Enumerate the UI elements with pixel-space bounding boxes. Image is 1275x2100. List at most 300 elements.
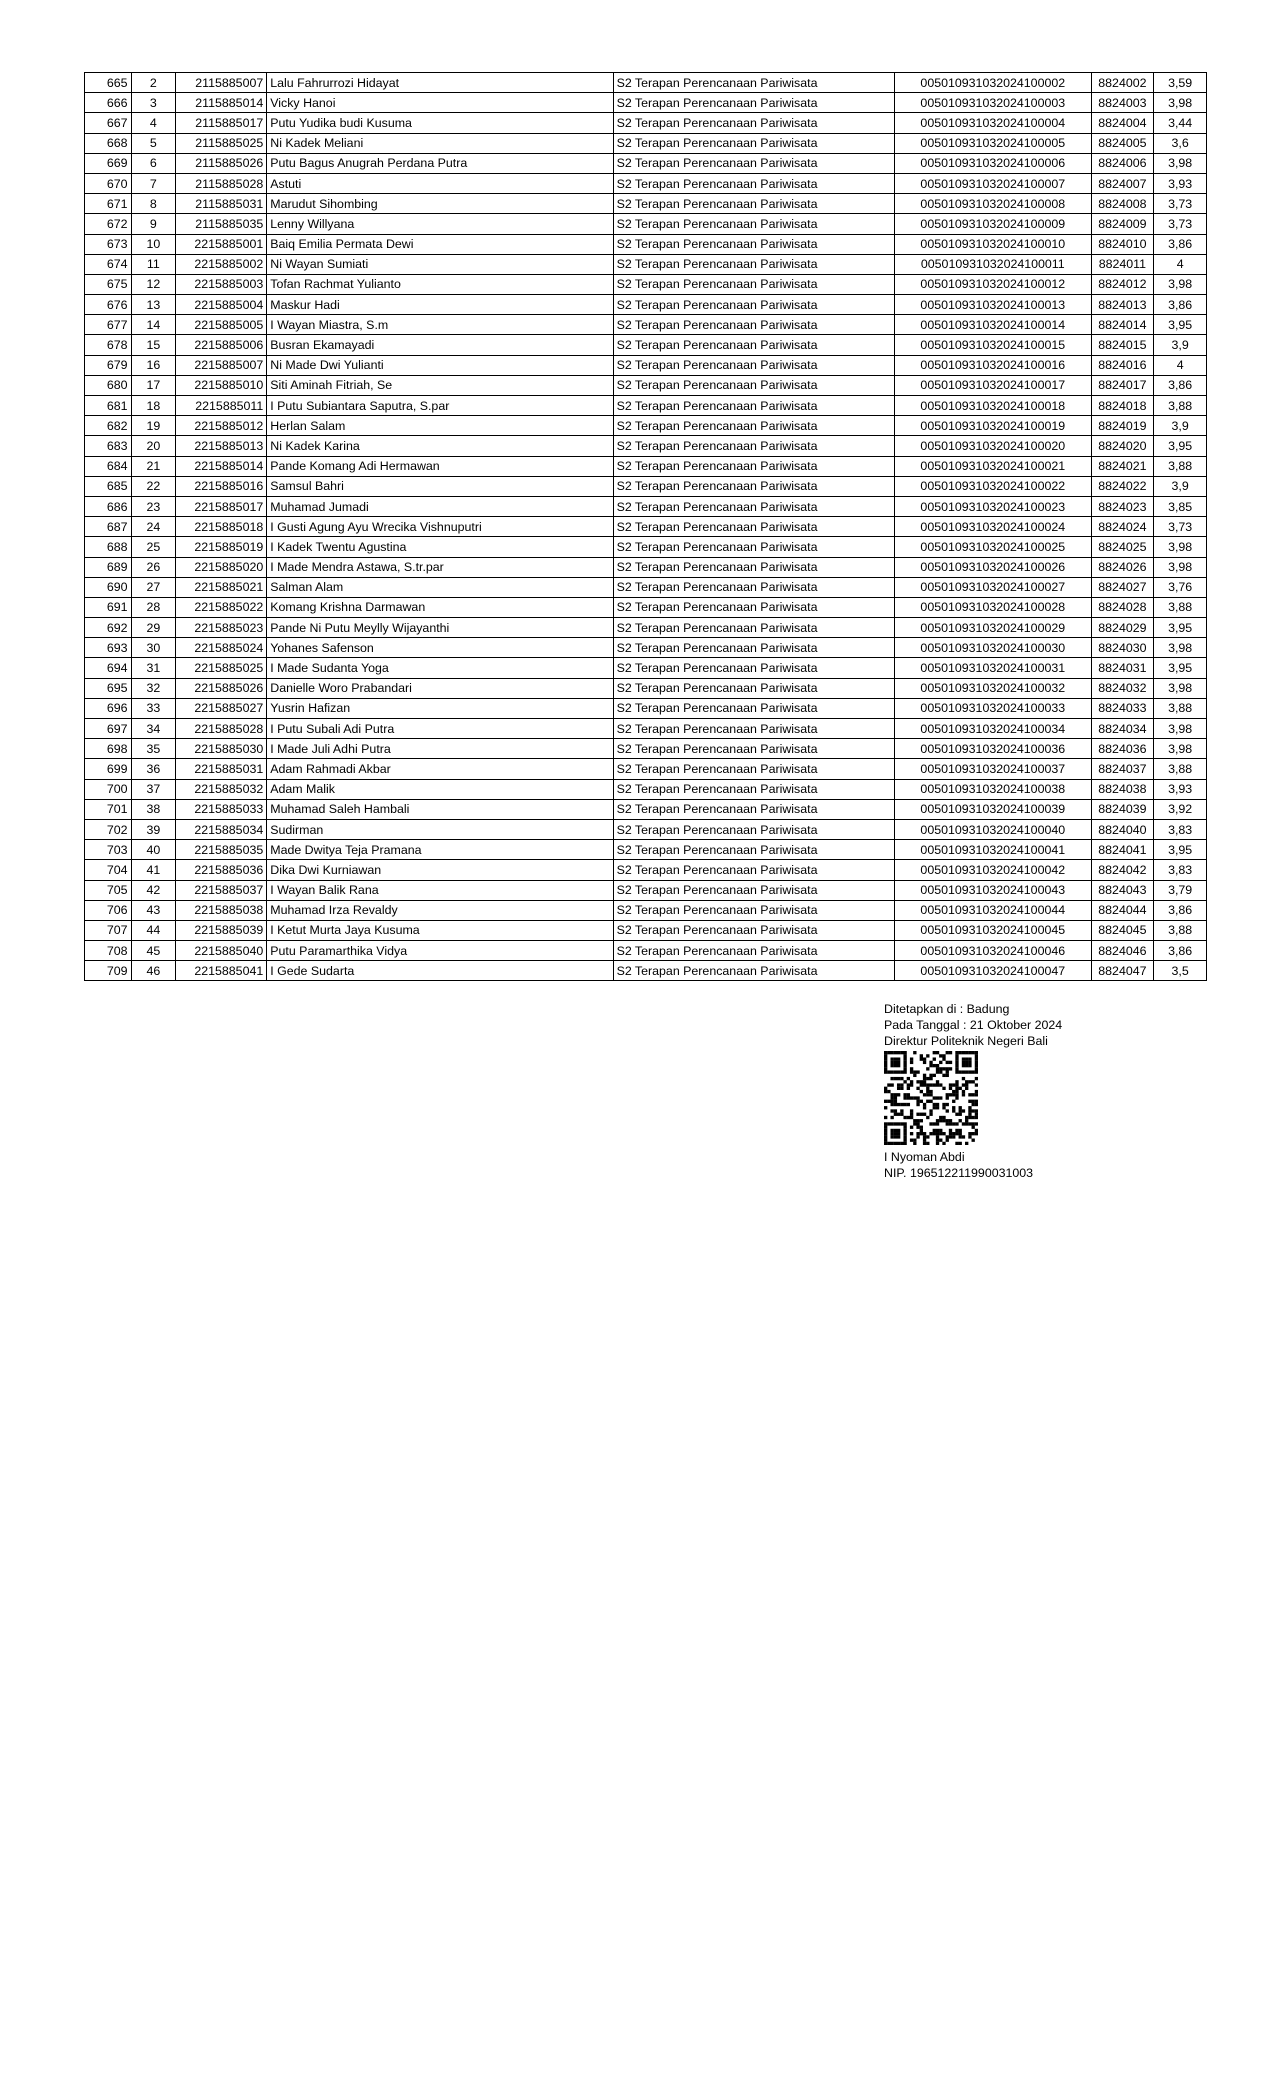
certificate-number-cell: 005010931032024100010 [895, 234, 1091, 254]
gpa-cell: 3,98 [1154, 638, 1207, 658]
transcript-number-cell: 8824016 [1091, 355, 1154, 375]
student-id-cell: 2215885026 [176, 678, 267, 698]
row-number-cell: 704 [85, 860, 132, 880]
gpa-cell: 3,92 [1154, 799, 1207, 819]
study-program-cell: S2 Terapan Perencanaan Pariwisata [613, 920, 895, 940]
transcript-number-cell: 8824028 [1091, 597, 1154, 617]
sequence-number-cell: 13 [131, 295, 176, 315]
study-program-cell: S2 Terapan Perencanaan Pariwisata [613, 436, 895, 456]
row-number-cell: 674 [85, 254, 132, 274]
transcript-number-cell: 8824009 [1091, 214, 1154, 234]
row-number-cell: 684 [85, 456, 132, 476]
row-number-cell: 707 [85, 920, 132, 940]
student-name-cell: Putu Yudika budi Kusuma [267, 113, 613, 133]
table-row [85, 900, 1207, 920]
study-program-cell: S2 Terapan Perencanaan Pariwisata [613, 315, 895, 335]
certificate-number-cell: 005010931032024100039 [895, 799, 1091, 819]
table-row [85, 557, 1207, 577]
student-id-cell: 2215885011 [176, 396, 267, 416]
study-program-cell: S2 Terapan Perencanaan Pariwisata [613, 133, 895, 153]
gpa-cell: 3,86 [1154, 900, 1207, 920]
student-id-cell: 2215885006 [176, 335, 267, 355]
student-name-cell: Baiq Emilia Permata Dewi [267, 234, 613, 254]
gpa-cell: 3,98 [1154, 93, 1207, 113]
table-row [85, 133, 1207, 153]
row-number-cell: 700 [85, 779, 132, 799]
student-id-cell: 2215885016 [176, 476, 267, 496]
table-row [85, 436, 1207, 456]
sequence-number-cell: 38 [131, 799, 176, 819]
table-row [85, 577, 1207, 597]
row-number-cell: 670 [85, 173, 132, 193]
row-number-cell: 703 [85, 840, 132, 860]
transcript-number-cell: 8824007 [1091, 173, 1154, 193]
table-row [85, 638, 1207, 658]
certificate-number-cell: 005010931032024100023 [895, 496, 1091, 516]
study-program-cell: S2 Terapan Perencanaan Pariwisata [613, 860, 895, 880]
study-program-cell: S2 Terapan Perencanaan Pariwisata [613, 93, 895, 113]
study-program-cell: S2 Terapan Perencanaan Pariwisata [613, 194, 895, 214]
transcript-number-cell: 8824031 [1091, 658, 1154, 678]
student-id-cell: 2215885036 [176, 860, 267, 880]
student-name-cell: Samsul Bahri [267, 476, 613, 496]
student-name-cell: Ni Made Dwi Yulianti [267, 355, 613, 375]
student-id-cell: 2215885010 [176, 375, 267, 395]
certificate-number-cell: 005010931032024100040 [895, 819, 1091, 839]
certificate-number-cell: 005010931032024100025 [895, 537, 1091, 557]
transcript-number-cell: 8824040 [1091, 819, 1154, 839]
gpa-cell: 3,9 [1154, 416, 1207, 436]
student-name-cell: Astuti [267, 173, 613, 193]
study-program-cell: S2 Terapan Perencanaan Pariwisata [613, 517, 895, 537]
sequence-number-cell: 7 [131, 173, 176, 193]
gpa-cell: 3,79 [1154, 880, 1207, 900]
transcript-number-cell: 8824019 [1091, 416, 1154, 436]
study-program-cell: S2 Terapan Perencanaan Pariwisata [613, 618, 895, 638]
study-program-cell: S2 Terapan Perencanaan Pariwisata [613, 416, 895, 436]
row-number-cell: 702 [85, 819, 132, 839]
table-row [85, 295, 1207, 315]
gpa-cell: 4 [1154, 254, 1207, 274]
transcript-number-cell: 8824021 [1091, 456, 1154, 476]
gpa-cell: 3,95 [1154, 315, 1207, 335]
certificate-number-cell: 005010931032024100018 [895, 396, 1091, 416]
table-row [85, 779, 1207, 799]
table-row [85, 375, 1207, 395]
row-number-cell: 677 [85, 315, 132, 335]
gpa-cell: 3,88 [1154, 396, 1207, 416]
gpa-cell: 3,93 [1154, 779, 1207, 799]
row-number-cell: 683 [85, 436, 132, 456]
student-id-cell: 2215885022 [176, 597, 267, 617]
sequence-number-cell: 26 [131, 557, 176, 577]
transcript-number-cell: 8824018 [1091, 396, 1154, 416]
student-name-cell: Siti Aminah Fitriah, Se [267, 375, 613, 395]
student-name-cell: Pande Ni Putu Meylly Wijayanthi [267, 618, 613, 638]
gpa-cell: 3,73 [1154, 194, 1207, 214]
student-id-cell: 2115885025 [176, 133, 267, 153]
student-name-cell: Busran Ekamayadi [267, 335, 613, 355]
certificate-number-cell: 005010931032024100002 [895, 73, 1091, 93]
study-program-cell: S2 Terapan Perencanaan Pariwisata [613, 476, 895, 496]
sequence-number-cell: 42 [131, 880, 176, 900]
row-number-cell: 673 [85, 234, 132, 254]
student-id-cell: 2115885035 [176, 214, 267, 234]
sequence-number-cell: 6 [131, 153, 176, 173]
table-row [85, 739, 1207, 759]
student-id-cell: 2215885028 [176, 719, 267, 739]
student-name-cell: Vicky Hanoi [267, 93, 613, 113]
row-number-cell: 680 [85, 375, 132, 395]
student-id-cell: 2215885041 [176, 961, 267, 981]
student-name-cell: Yohanes Safenson [267, 638, 613, 658]
certificate-number-cell: 005010931032024100031 [895, 658, 1091, 678]
graduates-table [84, 72, 1207, 981]
gpa-cell: 3,88 [1154, 759, 1207, 779]
row-number-cell: 672 [85, 214, 132, 234]
sequence-number-cell: 32 [131, 678, 176, 698]
student-id-cell: 2215885039 [176, 920, 267, 940]
study-program-cell: S2 Terapan Perencanaan Pariwisata [613, 113, 895, 133]
transcript-number-cell: 8824030 [1091, 638, 1154, 658]
sequence-number-cell: 29 [131, 618, 176, 638]
transcript-number-cell: 8824002 [1091, 73, 1154, 93]
certificate-number-cell: 005010931032024100005 [895, 133, 1091, 153]
student-name-cell: I Gusti Agung Ayu Wrecika Vishnuputri [267, 517, 613, 537]
sequence-number-cell: 16 [131, 355, 176, 375]
row-number-cell: 698 [85, 739, 132, 759]
table-row [85, 517, 1207, 537]
table-row [85, 274, 1207, 294]
transcript-number-cell: 8824023 [1091, 496, 1154, 516]
certificate-number-cell: 005010931032024100036 [895, 739, 1091, 759]
table-row [85, 254, 1207, 274]
sequence-number-cell: 24 [131, 517, 176, 537]
student-id-cell: 2215885035 [176, 840, 267, 860]
student-id-cell: 2115885007 [176, 73, 267, 93]
student-name-cell: I Gede Sudarta [267, 961, 613, 981]
certificate-number-cell: 005010931032024100016 [895, 355, 1091, 375]
gpa-cell: 3,88 [1154, 456, 1207, 476]
sequence-number-cell: 41 [131, 860, 176, 880]
student-id-cell: 2215885030 [176, 739, 267, 759]
row-number-cell: 690 [85, 577, 132, 597]
row-number-cell: 676 [85, 295, 132, 315]
certificate-number-cell: 005010931032024100013 [895, 295, 1091, 315]
row-number-cell: 693 [85, 638, 132, 658]
certificate-number-cell: 005010931032024100030 [895, 638, 1091, 658]
study-program-cell: S2 Terapan Perencanaan Pariwisata [613, 173, 895, 193]
table-row [85, 658, 1207, 678]
sequence-number-cell: 20 [131, 436, 176, 456]
sequence-number-cell: 21 [131, 456, 176, 476]
table-row [85, 194, 1207, 214]
student-name-cell: Putu Bagus Anugrah Perdana Putra [267, 153, 613, 173]
table-row [85, 153, 1207, 173]
study-program-cell: S2 Terapan Perencanaan Pariwisata [613, 678, 895, 698]
sequence-number-cell: 44 [131, 920, 176, 940]
transcript-number-cell: 8824044 [1091, 900, 1154, 920]
row-number-cell: 697 [85, 719, 132, 739]
student-id-cell: 2215885017 [176, 496, 267, 516]
row-number-cell: 701 [85, 799, 132, 819]
certificate-number-cell: 005010931032024100020 [895, 436, 1091, 456]
student-name-cell: Lenny Willyana [267, 214, 613, 234]
study-program-cell: S2 Terapan Perencanaan Pariwisata [613, 880, 895, 900]
transcript-number-cell: 8824014 [1091, 315, 1154, 335]
study-program-cell: S2 Terapan Perencanaan Pariwisata [613, 355, 895, 375]
certificate-number-cell: 005010931032024100003 [895, 93, 1091, 113]
certificate-number-cell: 005010931032024100029 [895, 618, 1091, 638]
table-row [85, 113, 1207, 133]
gpa-cell: 3,95 [1154, 840, 1207, 860]
certificate-number-cell: 005010931032024100024 [895, 517, 1091, 537]
student-name-cell: Maskur Hadi [267, 295, 613, 315]
student-name-cell: I Made Mendra Astawa, S.tr.par [267, 557, 613, 577]
student-id-cell: 2215885034 [176, 819, 267, 839]
certificate-number-cell: 005010931032024100026 [895, 557, 1091, 577]
table-row [85, 73, 1207, 93]
student-name-cell: I Ketut Murta Jaya Kusuma [267, 920, 613, 940]
student-name-cell: Lalu Fahrurrozi Hidayat [267, 73, 613, 93]
sequence-number-cell: 37 [131, 779, 176, 799]
gpa-cell: 4 [1154, 355, 1207, 375]
table-row [85, 416, 1207, 436]
transcript-number-cell: 8824041 [1091, 840, 1154, 860]
gpa-cell: 3,73 [1154, 214, 1207, 234]
student-id-cell: 2215885014 [176, 456, 267, 476]
transcript-number-cell: 8824047 [1091, 961, 1154, 981]
table-row [85, 880, 1207, 900]
student-id-cell: 2115885031 [176, 194, 267, 214]
table-row [85, 173, 1207, 193]
student-name-cell: Yusrin Hafizan [267, 698, 613, 718]
study-program-cell: S2 Terapan Perencanaan Pariwisata [613, 496, 895, 516]
table-row [85, 860, 1207, 880]
sequence-number-cell: 19 [131, 416, 176, 436]
study-program-cell: S2 Terapan Perencanaan Pariwisata [613, 375, 895, 395]
gpa-cell: 3,88 [1154, 597, 1207, 617]
transcript-number-cell: 8824005 [1091, 133, 1154, 153]
gpa-cell: 3,98 [1154, 739, 1207, 759]
row-number-cell: 675 [85, 274, 132, 294]
sequence-number-cell: 2 [131, 73, 176, 93]
gpa-cell: 3,98 [1154, 274, 1207, 294]
gpa-cell: 3,9 [1154, 476, 1207, 496]
student-id-cell: 2215885007 [176, 355, 267, 375]
study-program-cell: S2 Terapan Perencanaan Pariwisata [613, 597, 895, 617]
row-number-cell: 681 [85, 396, 132, 416]
study-program-cell: S2 Terapan Perencanaan Pariwisata [613, 557, 895, 577]
student-name-cell: Pande Komang Adi Hermawan [267, 456, 613, 476]
student-id-cell: 2215885002 [176, 254, 267, 274]
table-row [85, 234, 1207, 254]
study-program-cell: S2 Terapan Perencanaan Pariwisata [613, 900, 895, 920]
certificate-number-cell: 005010931032024100032 [895, 678, 1091, 698]
certificate-number-cell: 005010931032024100022 [895, 476, 1091, 496]
certificate-number-cell: 005010931032024100004 [895, 113, 1091, 133]
sequence-number-cell: 15 [131, 335, 176, 355]
sequence-number-cell: 27 [131, 577, 176, 597]
gpa-cell: 3,95 [1154, 658, 1207, 678]
student-id-cell: 2215885018 [176, 517, 267, 537]
signature-place: Ditetapkan di : Badung [884, 1002, 1010, 1016]
student-name-cell: Muhamad Saleh Hambali [267, 799, 613, 819]
study-program-cell: S2 Terapan Perencanaan Pariwisata [613, 799, 895, 819]
sequence-number-cell: 3 [131, 93, 176, 113]
study-program-cell: S2 Terapan Perencanaan Pariwisata [613, 234, 895, 254]
gpa-cell: 3,59 [1154, 73, 1207, 93]
student-id-cell: 2215885003 [176, 274, 267, 294]
signatory-name: I Nyoman Abdi [884, 1150, 965, 1164]
student-id-cell: 2115885026 [176, 153, 267, 173]
student-name-cell: Adam Rahmadi Akbar [267, 759, 613, 779]
student-name-cell: Ni Kadek Meliani [267, 133, 613, 153]
student-id-cell: 2115885014 [176, 93, 267, 113]
gpa-cell: 3,6 [1154, 133, 1207, 153]
certificate-number-cell: 005010931032024100027 [895, 577, 1091, 597]
row-number-cell: 679 [85, 355, 132, 375]
row-number-cell: 694 [85, 658, 132, 678]
student-name-cell: Made Dwitya Teja Pramana [267, 840, 613, 860]
certificate-number-cell: 005010931032024100021 [895, 456, 1091, 476]
transcript-number-cell: 8824038 [1091, 779, 1154, 799]
certificate-number-cell: 005010931032024100028 [895, 597, 1091, 617]
row-number-cell: 686 [85, 496, 132, 516]
row-number-cell: 665 [85, 73, 132, 93]
signatory-nip: NIP. 196512211990031003 [884, 1166, 1034, 1180]
student-name-cell: Ni Kadek Karina [267, 436, 613, 456]
student-name-cell: Sudirman [267, 819, 613, 839]
certificate-number-cell: 005010931032024100015 [895, 335, 1091, 355]
row-number-cell: 682 [85, 416, 132, 436]
certificate-number-cell: 005010931032024100034 [895, 719, 1091, 739]
row-number-cell: 692 [85, 618, 132, 638]
transcript-number-cell: 8824034 [1091, 719, 1154, 739]
gpa-cell: 3,98 [1154, 537, 1207, 557]
table-row [85, 315, 1207, 335]
transcript-number-cell: 8824004 [1091, 113, 1154, 133]
certificate-number-cell: 005010931032024100041 [895, 840, 1091, 860]
student-id-cell: 2215885032 [176, 779, 267, 799]
gpa-cell: 3,85 [1154, 496, 1207, 516]
transcript-number-cell: 8824017 [1091, 375, 1154, 395]
table-row [85, 678, 1207, 698]
gpa-cell: 3,83 [1154, 819, 1207, 839]
study-program-cell: S2 Terapan Perencanaan Pariwisata [613, 941, 895, 961]
table-row [85, 335, 1207, 355]
student-id-cell: 2215885020 [176, 557, 267, 577]
sequence-number-cell: 46 [131, 961, 176, 981]
student-id-cell: 2215885038 [176, 900, 267, 920]
student-name-cell: Marudut Sihombing [267, 194, 613, 214]
signature-date: Pada Tanggal : 21 Oktober 2024 [884, 1018, 1063, 1032]
transcript-number-cell: 8824043 [1091, 880, 1154, 900]
student-name-cell: I Made Sudanta Yoga [267, 658, 613, 678]
sequence-number-cell: 17 [131, 375, 176, 395]
transcript-number-cell: 8824020 [1091, 436, 1154, 456]
student-name-cell: Herlan Salam [267, 416, 613, 436]
transcript-number-cell: 8824024 [1091, 517, 1154, 537]
transcript-number-cell: 8824033 [1091, 698, 1154, 718]
transcript-number-cell: 8824037 [1091, 759, 1154, 779]
student-id-cell: 2215885037 [176, 880, 267, 900]
sequence-number-cell: 25 [131, 537, 176, 557]
row-number-cell: 708 [85, 941, 132, 961]
sequence-number-cell: 30 [131, 638, 176, 658]
study-program-cell: S2 Terapan Perencanaan Pariwisata [613, 295, 895, 315]
student-name-cell: I Made Juli Adhi Putra [267, 739, 613, 759]
table-row [85, 214, 1207, 234]
gpa-cell: 3,88 [1154, 920, 1207, 940]
student-name-cell: Putu Paramarthika Vidya [267, 941, 613, 961]
study-program-cell: S2 Terapan Perencanaan Pariwisata [613, 840, 895, 860]
table-row [85, 799, 1207, 819]
transcript-number-cell: 8824015 [1091, 335, 1154, 355]
gpa-cell: 3,98 [1154, 678, 1207, 698]
table-row [85, 759, 1207, 779]
student-name-cell: I Putu Subiantara Saputra, S.par [267, 396, 613, 416]
transcript-number-cell: 8824010 [1091, 234, 1154, 254]
student-id-cell: 2215885025 [176, 658, 267, 678]
transcript-number-cell: 8824029 [1091, 618, 1154, 638]
student-id-cell: 2215885005 [176, 315, 267, 335]
table-row [85, 93, 1207, 113]
row-number-cell: 687 [85, 517, 132, 537]
student-name-cell: Komang Krishna Darmawan [267, 597, 613, 617]
gpa-cell: 3,86 [1154, 375, 1207, 395]
certificate-number-cell: 005010931032024100047 [895, 961, 1091, 981]
row-number-cell: 691 [85, 597, 132, 617]
study-program-cell: S2 Terapan Perencanaan Pariwisata [613, 961, 895, 981]
gpa-cell: 3,98 [1154, 153, 1207, 173]
student-id-cell: 2215885033 [176, 799, 267, 819]
student-id-cell: 2215885004 [176, 295, 267, 315]
transcript-number-cell: 8824006 [1091, 153, 1154, 173]
certificate-number-cell: 005010931032024100037 [895, 759, 1091, 779]
table-row [85, 396, 1207, 416]
row-number-cell: 699 [85, 759, 132, 779]
transcript-number-cell: 8824011 [1091, 254, 1154, 274]
transcript-number-cell: 8824036 [1091, 739, 1154, 759]
table-row [85, 456, 1207, 476]
study-program-cell: S2 Terapan Perencanaan Pariwisata [613, 658, 895, 678]
table-row [85, 961, 1207, 981]
sequence-number-cell: 35 [131, 739, 176, 759]
signature-block [884, 1001, 1184, 1181]
sequence-number-cell: 31 [131, 658, 176, 678]
transcript-number-cell: 8824025 [1091, 537, 1154, 557]
study-program-cell: S2 Terapan Perencanaan Pariwisata [613, 779, 895, 799]
graduates-table-body [85, 73, 1207, 981]
transcript-number-cell: 8824008 [1091, 194, 1154, 214]
study-program-cell: S2 Terapan Perencanaan Pariwisata [613, 759, 895, 779]
table-row [85, 476, 1207, 496]
gpa-cell: 3,73 [1154, 517, 1207, 537]
row-number-cell: 696 [85, 698, 132, 718]
student-name-cell: Muhamad Irza Revaldy [267, 900, 613, 920]
study-program-cell: S2 Terapan Perencanaan Pariwisata [613, 214, 895, 234]
row-number-cell: 705 [85, 880, 132, 900]
gpa-cell: 3,44 [1154, 113, 1207, 133]
study-program-cell: S2 Terapan Perencanaan Pariwisata [613, 698, 895, 718]
gpa-cell: 3,86 [1154, 295, 1207, 315]
study-program-cell: S2 Terapan Perencanaan Pariwisata [613, 335, 895, 355]
transcript-number-cell: 8824026 [1091, 557, 1154, 577]
transcript-number-cell: 8824027 [1091, 577, 1154, 597]
certificate-number-cell: 005010931032024100043 [895, 880, 1091, 900]
row-number-cell: 706 [85, 900, 132, 920]
